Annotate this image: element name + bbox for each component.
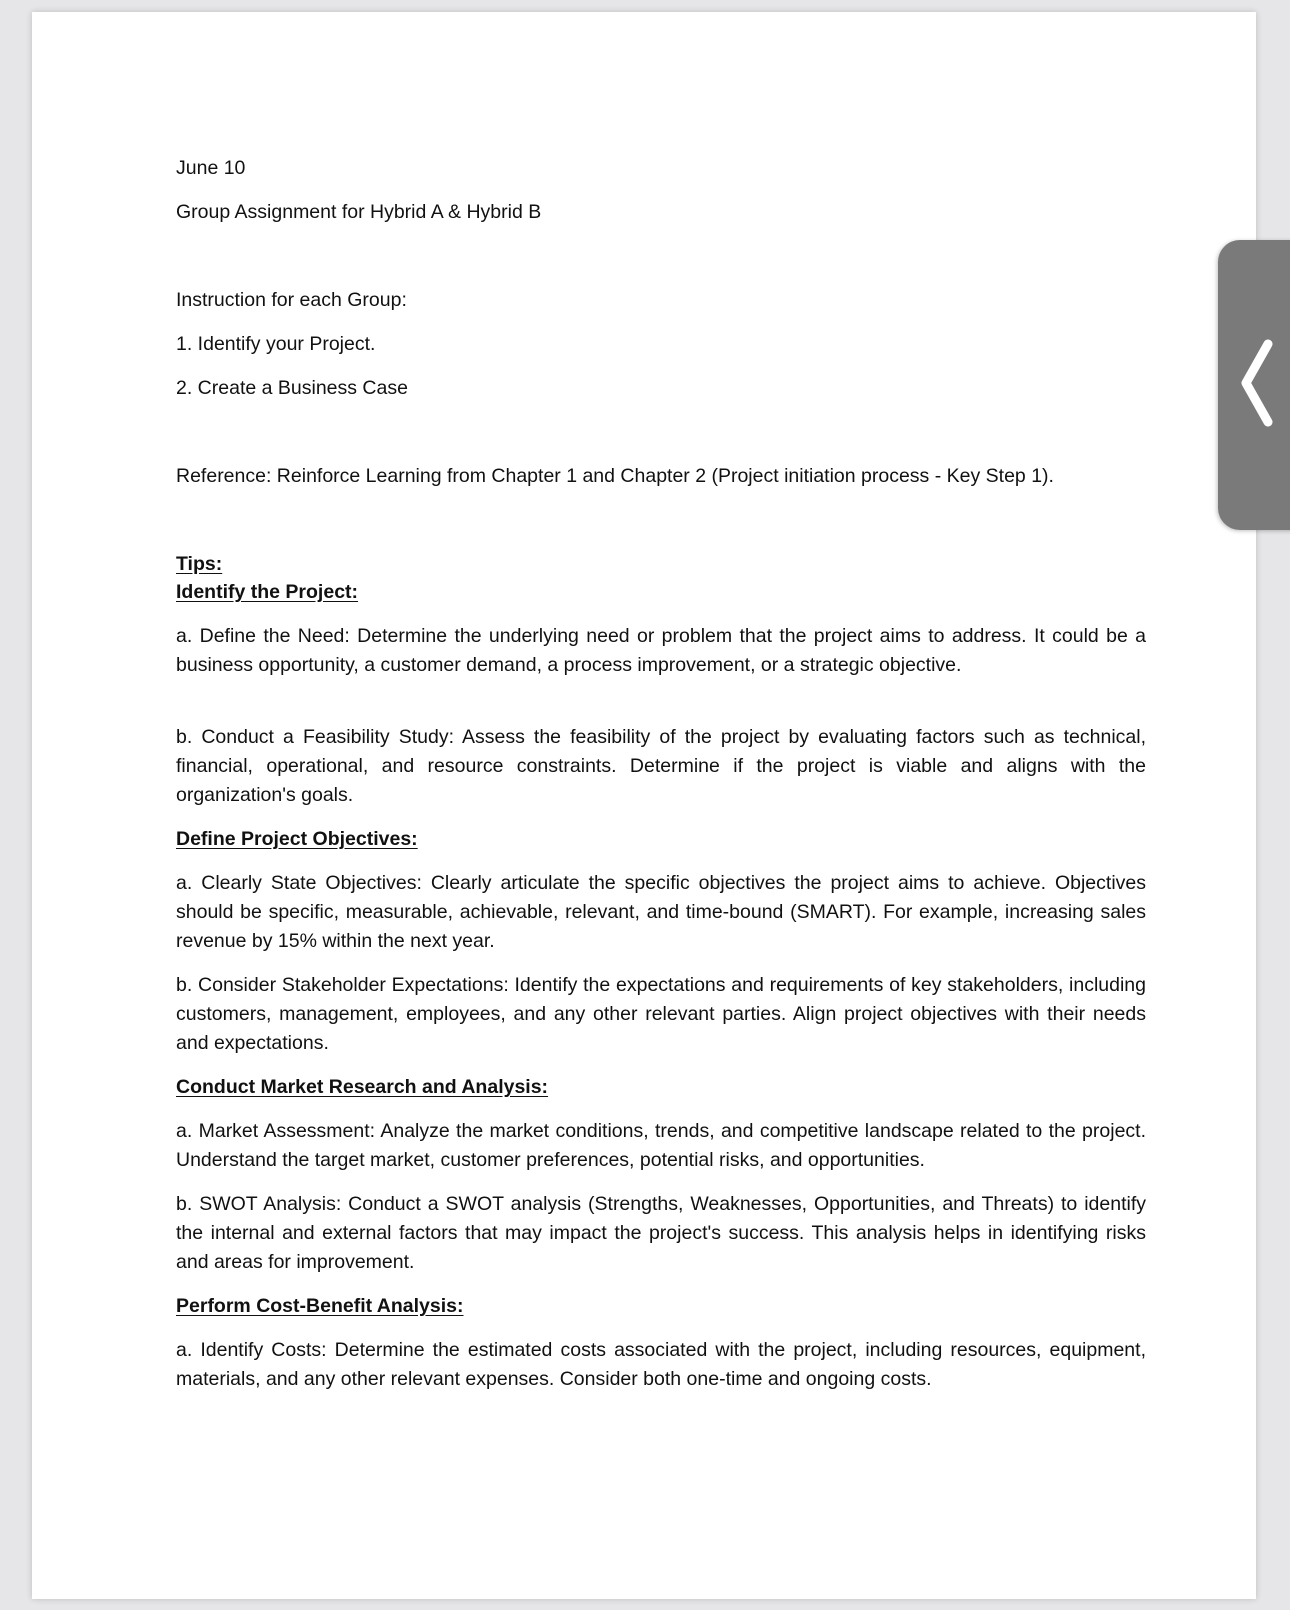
step-item: 1. Identify your Project. — [176, 333, 376, 355]
section-heading: Perform Cost-Benefit Analysis: — [176, 1295, 464, 1317]
step-item: 2. Create a Business Case — [176, 377, 408, 399]
section-paragraph: b. SWOT Analysis: Conduct a SWOT analysis (Strengths, Weaknesses, Opportunities, and Threats) to identify the internal and external factors that may impact the project's success. This analysis helps in identifying risks and areas for improvement. — [176, 1193, 1146, 1273]
reference-text: Reference: Reinforce Learning from Chapter 1 and Chapter 2 (Project initiation process - Key Step 1). — [176, 465, 1054, 487]
section-paragraph: a. Market Assessment: Analyze the market conditions, trends, and competitive landscape related to the project. Understand the target market, customer preferences, potential risks, and opportunities. — [176, 1120, 1146, 1171]
section-paragraph: b. Conduct a Feasibility Study: Assess the feasibility of the project by evaluating factors such as technical, financial, operational, and resource constraints. Determine if the project is viable and aligns with the organization's goals. — [176, 726, 1146, 806]
section-paragraph: b. Consider Stakeholder Expectations: Identify the expectations and requirements of key stakeholders, including customers, management, employees, and any other relevant parties. Align project objectives with their needs and expectations. — [176, 974, 1146, 1054]
chevron-left-icon — [1236, 338, 1280, 428]
section-paragraph: a. Define the Need: Determine the underlying need or problem that the project aims to address. It could be a business opportunity, a customer demand, a process improvement, or a strategic objective. — [176, 625, 1146, 676]
section-paragraph: a. Identify Costs: Determine the estimated costs associated with the project, including resources, equipment, materials, and any other relevant expenses. Consider both one-time and ongoing costs. — [176, 1339, 1146, 1390]
instruction-heading: Instruction for each Group: — [176, 289, 407, 311]
section-heading: Conduct Market Research and Analysis: — [176, 1076, 549, 1098]
section-heading: Identify the Project: — [176, 581, 359, 603]
side-panel-handle[interactable] — [1218, 240, 1290, 530]
section-paragraph: a. Clearly State Objectives: Clearly articulate the specific objectives the project aims to achieve. Objectives should be specific, measurable, achievable, relevant, and time-bound (SMART). For example, increasing sales revenue by 15% within the next year. — [176, 872, 1146, 952]
document-content — [176, 154, 1146, 1394]
document-title: Group Assignment for Hybrid A & Hybrid B — [176, 201, 542, 223]
section-heading: Define Project Objectives: — [176, 828, 418, 850]
tips-heading: Tips: — [176, 553, 223, 575]
document-date: June 10 — [176, 157, 246, 179]
document-page — [32, 12, 1256, 1599]
